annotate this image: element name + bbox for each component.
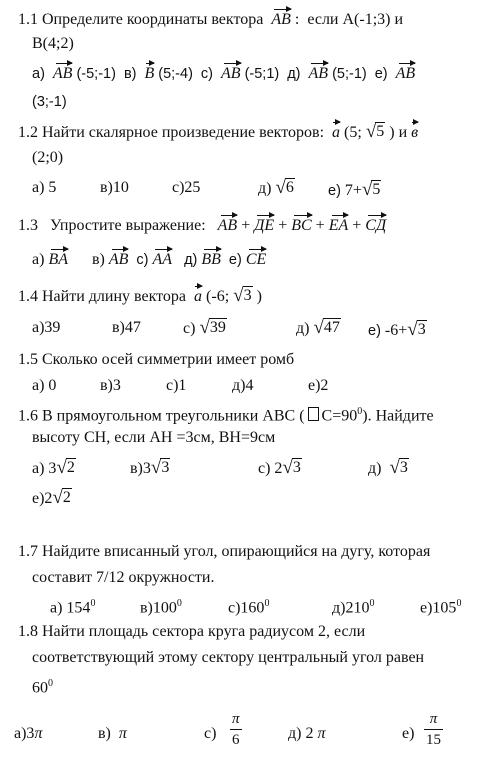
q6-option-d xyxy=(368,458,409,479)
q5-option-d-text: д)4 xyxy=(232,377,254,394)
q8-option-d-pi: π xyxy=(317,725,326,742)
q8-option-c-numerator: π xyxy=(232,711,240,727)
q5-number: 1.5 xyxy=(18,351,38,368)
q7-option-a-degree: 0 xyxy=(90,598,96,609)
q1-line2 xyxy=(32,34,74,54)
q2-option-e xyxy=(328,180,381,201)
q2-number: 1.2 xyxy=(18,124,38,141)
q2-option-e-value: 7+ xyxy=(344,182,362,199)
q8-option-e-label-wrap xyxy=(402,724,414,744)
q3-option-e-label: е) xyxy=(228,252,242,268)
q1-option-b-vector: B xyxy=(144,65,155,82)
q5-option-b-text: в)3 xyxy=(100,377,121,394)
q6-option-d-root: √ 3 xyxy=(389,457,408,478)
q4-option-d-label: д) xyxy=(296,320,310,337)
q2-option-b xyxy=(100,178,129,198)
q8-option-b-label: в) xyxy=(98,725,111,742)
q2-option-b-text: в)10 xyxy=(100,179,129,196)
q1-option-c-label: с) xyxy=(200,66,214,82)
q3-expr-term-5: СД xyxy=(365,217,387,234)
q2-vector-a: a xyxy=(332,124,341,141)
q1-colon: : xyxy=(294,11,300,28)
q2-option-e-label: е) xyxy=(328,183,341,199)
angle-box-icon xyxy=(308,407,319,421)
q7-option-a xyxy=(50,594,95,618)
q8-option-c-label-wrap xyxy=(204,724,216,744)
q3-option-d-label: д) xyxy=(184,252,198,268)
q6-text-tail: ). Найдите xyxy=(362,407,434,425)
q2-option-e-root: √ 5 xyxy=(361,179,381,200)
q8-option-e-fraction xyxy=(424,710,443,749)
q5-option-a-text: а) 0 xyxy=(32,377,57,394)
q5-line1 xyxy=(18,350,294,370)
q2-option-d-root-value: 6 xyxy=(285,179,294,196)
q1-option-c-vector: AB xyxy=(221,65,241,82)
q4-option-d xyxy=(296,318,341,339)
q8-option-a-label: а)3 xyxy=(14,725,35,742)
q6-option-b-root: √ 3 xyxy=(150,457,170,478)
q8-line1 xyxy=(18,622,365,642)
q2-line2 xyxy=(32,148,63,168)
q8-line3 xyxy=(32,674,53,698)
q3-line1 xyxy=(18,216,386,236)
q7-option-c-degree: 0 xyxy=(264,598,270,609)
q5-text: Сколько осей симметрии имеет ромб xyxy=(42,351,295,368)
q1-answers xyxy=(32,64,415,84)
q6-option-b-label: в)3 xyxy=(130,460,151,477)
q2-option-a-text: а) 5 xyxy=(32,179,57,196)
q6-line1 xyxy=(18,402,434,426)
q7-option-e-text: е)105 xyxy=(420,599,457,617)
q8-option-e-numerator: π xyxy=(429,711,438,727)
q1-option-c-value: (-5;1) xyxy=(244,66,280,82)
q3-expr-term-4: EA xyxy=(328,217,349,234)
q8-number: 1.8 xyxy=(18,623,38,640)
q8-text: Найти площадь сектора круга радиусом 2, если xyxy=(42,623,366,640)
q2-vector-b: в xyxy=(411,124,419,141)
q8-option-c-label: с) xyxy=(204,725,217,742)
q3-plus-4: + xyxy=(352,217,362,234)
q1-option-e-value: (3;-1) xyxy=(32,94,67,110)
q6-option-c-root-value: 3 xyxy=(292,459,301,476)
q6-option-a-root: √ 2 xyxy=(56,457,75,478)
q7-option-b xyxy=(140,594,182,618)
q1-option-a-value: (-5;-1) xyxy=(76,66,116,82)
q6-option-b-root-value: 3 xyxy=(161,459,170,476)
q2-option-c-text: с)25 xyxy=(172,179,201,196)
q2-option-d xyxy=(258,178,295,199)
q2-coords-b: (2;0) xyxy=(32,149,64,166)
q1-condition: если A(-1;3) и xyxy=(307,11,404,28)
q4-option-e-root: √ 3 xyxy=(407,319,426,340)
q6-option-a-root-value: 2 xyxy=(66,459,75,476)
q1-text: Определите координаты вектора xyxy=(42,11,264,28)
q4-option-c xyxy=(183,318,227,339)
q7-option-d xyxy=(332,594,374,618)
q4-number: 1.4 xyxy=(18,288,38,305)
q6-option-e-root: √ 2 xyxy=(52,487,71,508)
q2-close-and: ) и xyxy=(389,124,408,141)
q5-option-d xyxy=(232,376,253,396)
q4-root-value: 3 xyxy=(243,287,252,304)
q4-option-a xyxy=(32,318,60,338)
q2-option-d-label: д) xyxy=(258,180,272,197)
q4-option-e-label: е) xyxy=(368,323,381,339)
q4-option-b-text: в)47 xyxy=(112,319,141,336)
q8-option-b-pi: π xyxy=(118,725,127,742)
q4-option-d-root: √ 47 xyxy=(313,317,340,338)
q2-option-e-root-value: 5 xyxy=(372,181,381,198)
q1-number: 1.1 xyxy=(18,11,38,28)
q2-coords-open: (5; xyxy=(344,124,362,141)
q8-option-e-label: е) xyxy=(402,725,415,742)
q3-option-e-vector: CE xyxy=(245,251,267,268)
q6-line2 xyxy=(32,428,275,448)
q8-option-a-pi: π xyxy=(34,725,43,742)
q2-root-value: 5 xyxy=(376,123,385,140)
q7-option-b-text: в)100 xyxy=(140,599,177,617)
q7-number: 1.7 xyxy=(18,543,38,560)
q5-option-e-text: е)2 xyxy=(308,377,329,394)
q5-option-e xyxy=(308,376,328,396)
q4-option-a-text: а)39 xyxy=(32,319,61,336)
q3-expr-term-2: ДЕ xyxy=(254,217,275,234)
q1-option-d-value: (5;-1) xyxy=(332,66,367,82)
q4-option-e-root-value: 3 xyxy=(417,321,426,338)
q3-answers xyxy=(32,250,266,270)
q3-text: Упростите выражение: xyxy=(50,217,206,234)
q1-condition-2: B(4;2) xyxy=(32,35,74,52)
q7-condition: составит 7/12 окружности. xyxy=(32,569,215,586)
q6-angle-value: C=90 xyxy=(321,407,358,425)
q7-option-e xyxy=(420,594,461,618)
q1-option-d-label: д) xyxy=(287,66,301,82)
q1-option-e-label: е) xyxy=(374,66,388,82)
q1-option-b-value: (5;-4) xyxy=(158,66,193,82)
q6-option-a xyxy=(32,458,76,479)
q5-option-c-text: с)1 xyxy=(166,377,187,394)
q6-degree: 0 xyxy=(357,406,363,417)
q2-option-c xyxy=(172,178,200,198)
q3-expr-term-1: AB xyxy=(217,217,238,234)
q7-line2 xyxy=(32,568,214,588)
q6-option-c-label: с) 2 xyxy=(258,460,283,477)
q3-option-c-label: с) xyxy=(136,252,149,268)
q2-line1 xyxy=(18,122,418,143)
q1-option-b-label: в) xyxy=(123,66,137,82)
q8-option-e-denominator: 15 xyxy=(426,732,441,748)
q3-plus-2: + xyxy=(278,217,288,234)
q3-option-a-label: а) xyxy=(32,251,45,268)
fraction-bar xyxy=(230,729,242,730)
q7-option-b-degree: 0 xyxy=(176,598,182,609)
q4-option-e-value: -6+ xyxy=(384,322,408,339)
q4-vector: a xyxy=(194,288,203,305)
q6-option-a-label: а) 3 xyxy=(32,460,57,477)
q6-number: 1.6 xyxy=(18,407,38,425)
q3-plus-3: + xyxy=(315,217,325,234)
q7-text: Найдите вписанный угол, опирающийся на дугу, которая xyxy=(42,543,431,560)
q7-option-d-text: д)210 xyxy=(332,599,370,617)
q1-line1 xyxy=(18,10,403,30)
q3-option-a-vector: BA xyxy=(48,251,68,268)
q2-option-a xyxy=(32,178,56,198)
q6-option-e xyxy=(32,488,72,509)
q2-option-d-root: √ 6 xyxy=(275,177,294,198)
q6-option-c xyxy=(258,458,302,479)
q1-answers-2 xyxy=(32,92,67,112)
q3-option-c-vector: AA xyxy=(152,251,173,268)
q8-condition: соответствующий этому сектору центральный угол равен xyxy=(32,649,425,666)
q7-line1 xyxy=(18,542,430,562)
q1-option-a-label: а) xyxy=(32,66,45,82)
q4-option-d-root-value: 47 xyxy=(323,319,340,336)
q4-text: Найти длину вектора xyxy=(42,288,187,305)
q4-line1 xyxy=(18,286,262,307)
q4-root: √ 3 xyxy=(233,285,252,306)
q7-option-e-degree: 0 xyxy=(456,598,462,609)
q3-expr-term-3: BC xyxy=(291,217,312,234)
q6-option-c-root: √ 3 xyxy=(282,457,301,478)
q6-option-b xyxy=(130,458,170,479)
q6-condition: высоту СН, если АН =3см, ВН=9см xyxy=(32,429,276,446)
q8-option-d xyxy=(288,724,325,744)
q8-option-c-fraction xyxy=(230,710,242,749)
q5-option-a xyxy=(32,376,56,396)
q8-option-a xyxy=(14,724,42,744)
q4-option-c-root: √ 39 xyxy=(199,317,226,338)
q1-option-d-vector: AB xyxy=(308,65,329,82)
q4-option-e xyxy=(368,320,427,341)
q8-option-d-label: д) 2 xyxy=(288,725,314,742)
q1-option-e-vector: AB xyxy=(395,65,416,82)
q8-option-b xyxy=(98,724,127,744)
q8-degree: 0 xyxy=(48,678,53,689)
q5-option-c xyxy=(166,376,186,396)
q2-text: Найти скалярное произведение векторов: xyxy=(42,124,325,141)
fraction-bar xyxy=(424,729,443,730)
q6-option-d-root-value: 3 xyxy=(399,459,408,476)
q6-option-e-root-value: 2 xyxy=(62,489,71,506)
q7-option-a-text: а) 154 xyxy=(50,599,91,617)
q6-option-e-label: е)2 xyxy=(32,490,53,507)
q7-option-d-degree: 0 xyxy=(369,598,375,609)
q3-plus-1: + xyxy=(241,217,251,234)
q4-coords-open: (-6; xyxy=(206,288,230,305)
q3-option-b-vector: AB xyxy=(108,251,129,268)
q6-option-d-label: д) xyxy=(368,460,382,477)
q4-coords-close: ) xyxy=(256,288,262,305)
q3-option-d-vector: BB xyxy=(201,251,221,268)
q3-number: 1.3 xyxy=(18,217,38,234)
q1-vector: AB xyxy=(271,11,291,28)
q3-option-b-label: в) xyxy=(91,251,105,268)
q7-option-c xyxy=(228,594,269,618)
q8-line2 xyxy=(32,648,424,668)
q5-option-b xyxy=(100,376,121,396)
q2-root: √ 5 xyxy=(365,121,385,142)
q8-option-c-denominator: 6 xyxy=(232,732,240,748)
q4-option-b xyxy=(112,318,141,338)
q4-option-c-root-value: 39 xyxy=(209,319,226,336)
q7-option-c-text: с)160 xyxy=(228,599,265,617)
q8-angle: 60 xyxy=(32,679,48,697)
q1-option-a-vector: AB xyxy=(52,65,73,82)
q4-option-c-label: с) xyxy=(183,320,196,337)
q6-text: В прямоугольном треугольники ABC ( xyxy=(42,407,305,425)
